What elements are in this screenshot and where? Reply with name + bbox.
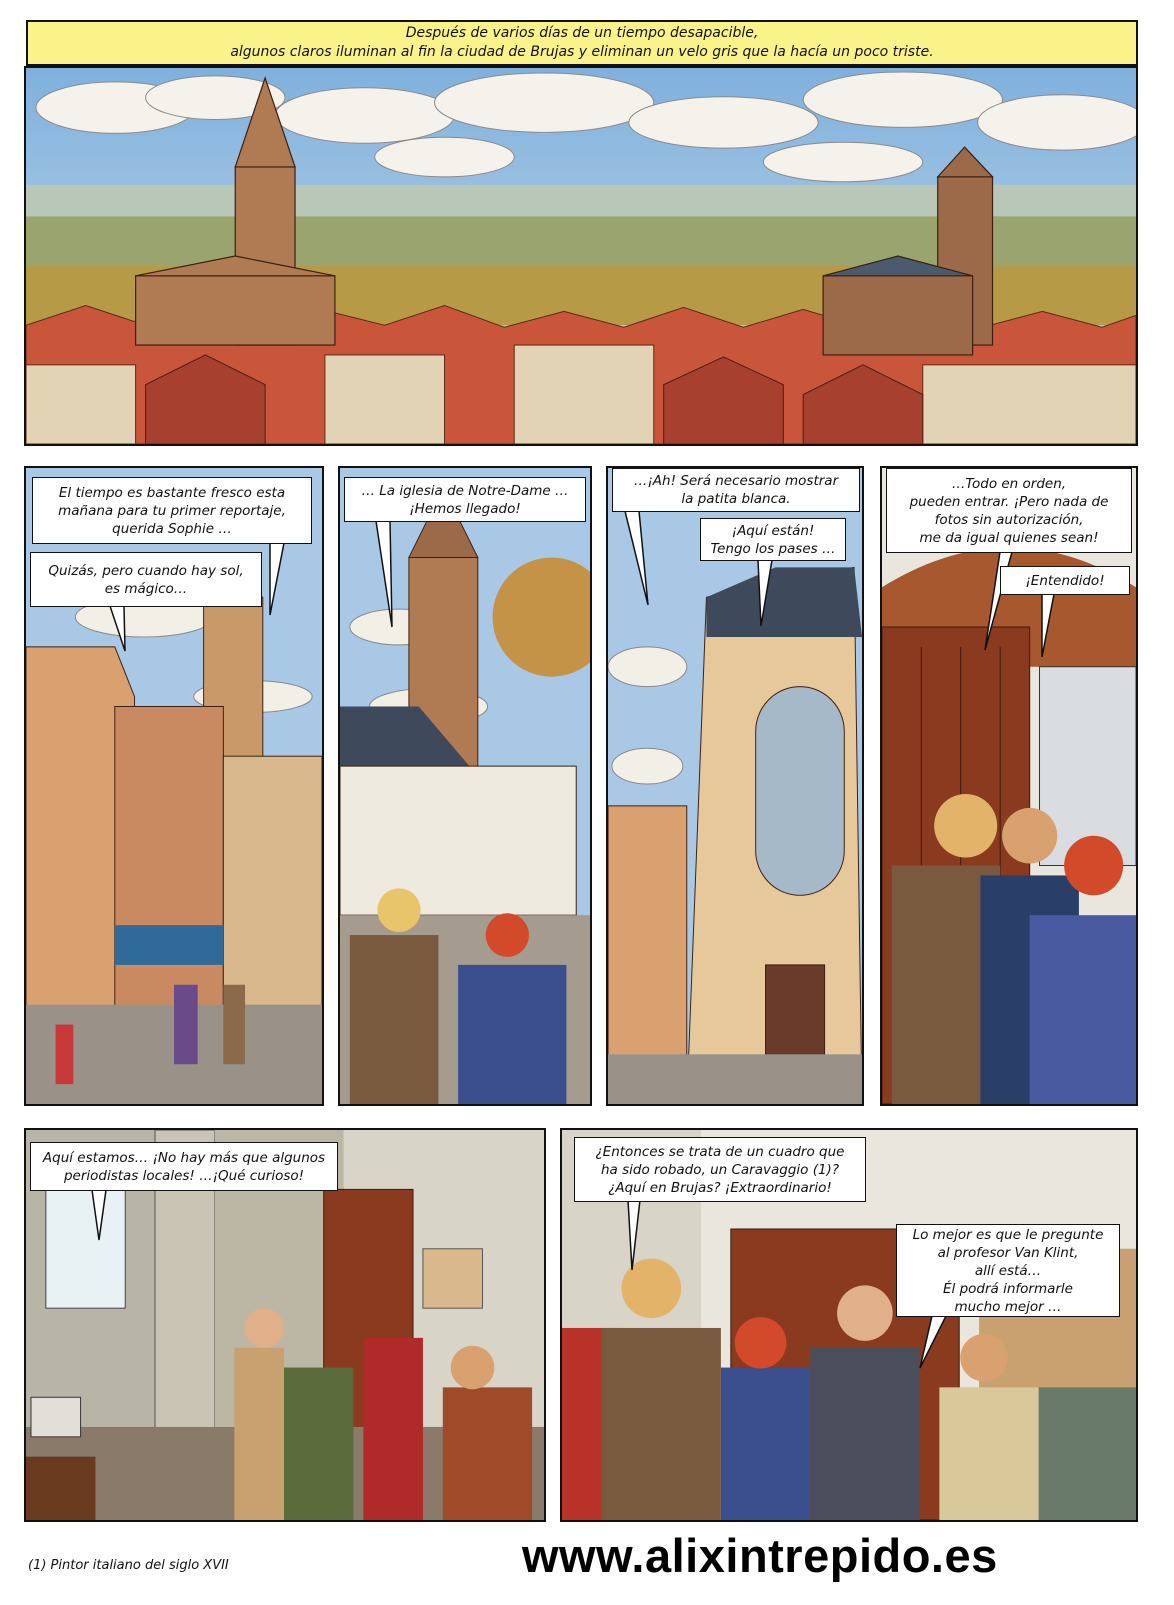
balloon-line: fotos sin autorización, — [934, 511, 1084, 528]
balloon-line: Lo mejor es que le pregunte — [912, 1226, 1104, 1243]
speech-balloon-p2b — [30, 552, 262, 607]
balloon-line: ha sido robado, un Caravaggio (1)? — [600, 1161, 839, 1178]
balloon-line: Él podrá informarle — [943, 1280, 1073, 1297]
balloon-line: la patita blanca. — [681, 491, 791, 507]
panorama-illustration — [26, 68, 1136, 444]
speech-balloon-p5a — [886, 468, 1132, 553]
balloon-line: allí está… — [974, 1262, 1042, 1279]
panel-notre-dame-arrival — [338, 466, 592, 1106]
speech-balloon-p7a — [574, 1137, 866, 1202]
guard-illustration — [882, 468, 1136, 1104]
balloon-line: querida Sophie … — [112, 520, 232, 537]
balloon-line: El tiempo es bastante fresco esta — [58, 484, 286, 501]
balloon-line: me da igual quienes sean! — [919, 529, 1099, 546]
speech-balloon-p7b — [896, 1224, 1120, 1317]
balloon-line: ¡Hemos llegado! — [409, 500, 521, 517]
balloon-line: … La iglesia de Notre-Dame … — [361, 482, 569, 499]
balloon-line: al profesor Van Klint, — [937, 1244, 1079, 1261]
balloon-line: es mágico… — [104, 580, 188, 597]
balloon-line: Tengo los pases … — [710, 540, 836, 557]
balloon-line: ¿Entonces se trata de un cuadro que — [595, 1143, 845, 1160]
caption-line-1: Después de varios días de un tiempo desapacible, — [405, 25, 759, 41]
speech-balloon-p5b — [1000, 566, 1130, 595]
speech-balloon-p4b — [700, 518, 846, 561]
site-watermark: www.alixintrepido.es — [522, 1529, 998, 1582]
balloon-line: pueden entrar. ¡Pero nada de — [909, 493, 1109, 510]
page-caption — [26, 20, 1138, 66]
speech-balloon-p4a — [612, 468, 860, 512]
arrival-illustration — [340, 468, 590, 1104]
balloon-line: ¡Entendido! — [1025, 572, 1105, 589]
balloon-line: Aquí estamos… ¡No hay más que algunos — [42, 1149, 326, 1166]
panel-church-entrance — [606, 466, 864, 1106]
balloon-line: …¡Ah! Será necesario mostrar — [633, 473, 839, 489]
balloon-line: ¡Aquí están! — [731, 522, 815, 539]
balloon-line: mañana para tu primer reportaje, — [58, 502, 286, 519]
panel-guard-check — [880, 466, 1138, 1106]
caption-line-2: algunos claros iluminan al fin la ciudad de Brujas y eliminan un velo gris que la hacía un poco triste. — [230, 44, 934, 60]
footnote: (1) Pintor italiano del siglo XVII — [28, 1558, 229, 1573]
speech-balloon-p2a — [32, 477, 312, 544]
balloon-line: periodistas locales! …¡Qué curioso! — [63, 1167, 305, 1184]
speech-balloon-p6a — [30, 1142, 338, 1191]
balloon-line: mucho mejor … — [954, 1298, 1062, 1315]
balloon-line: ¿Aquí en Brujas? ¡Extraordinario! — [608, 1179, 832, 1196]
church-illustration — [608, 468, 862, 1104]
panel-bruges-panorama — [24, 66, 1138, 446]
speech-balloon-p3a — [344, 477, 586, 522]
balloon-line: Quizás, pero cuando hay sol, — [48, 562, 244, 579]
balloon-line: …Todo en orden, — [951, 475, 1067, 492]
